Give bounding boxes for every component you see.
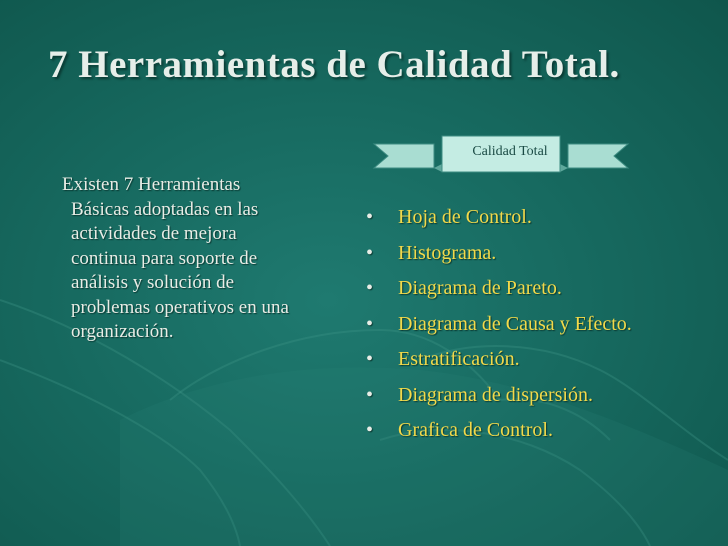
list-item <box>360 413 632 449</box>
list-item <box>360 342 632 378</box>
bullet-icon: • <box>366 419 374 441</box>
list-item <box>360 236 632 272</box>
tool-name: Histograma. <box>398 241 497 264</box>
banner-label: Calidad Total <box>472 144 548 159</box>
bullet-icon: • <box>366 312 374 335</box>
bullet-icon: • <box>366 241 374 264</box>
intro-line: análisis y solución de <box>71 272 235 293</box>
list-item <box>360 271 632 307</box>
bullet-icon: • <box>366 277 374 299</box>
list-item <box>360 200 632 236</box>
intro-line: Existen 7 Herramientas <box>62 174 241 195</box>
tool-name: Estratificación. <box>398 348 520 370</box>
intro-line: actividades de mejora <box>71 223 237 244</box>
slide-title: 7 Herramientas de Calidad Total. <box>48 43 620 86</box>
list-item <box>360 307 632 343</box>
tool-name: Grafica de Control. <box>398 419 553 441</box>
intro-line: problemas operativos en una <box>71 296 289 318</box>
bullet-icon: • <box>366 206 374 228</box>
intro-paragraph <box>62 173 352 345</box>
intro-line: organización. <box>71 321 174 342</box>
tool-name: Diagrama de dispersión. <box>398 383 593 406</box>
tool-name: Hoja de Control. <box>398 206 532 228</box>
tool-name: Diagrama de Pareto. <box>398 277 562 299</box>
bullet-icon: • <box>366 348 374 370</box>
intro-line: continua para soporte de <box>71 247 258 269</box>
tool-name: Diagrama de Causa y Efecto. <box>398 312 632 335</box>
tools-list <box>360 200 632 449</box>
bullet-icon: • <box>366 383 374 406</box>
intro-line: Básicas adoptadas en las <box>71 198 259 220</box>
list-item <box>360 378 632 414</box>
